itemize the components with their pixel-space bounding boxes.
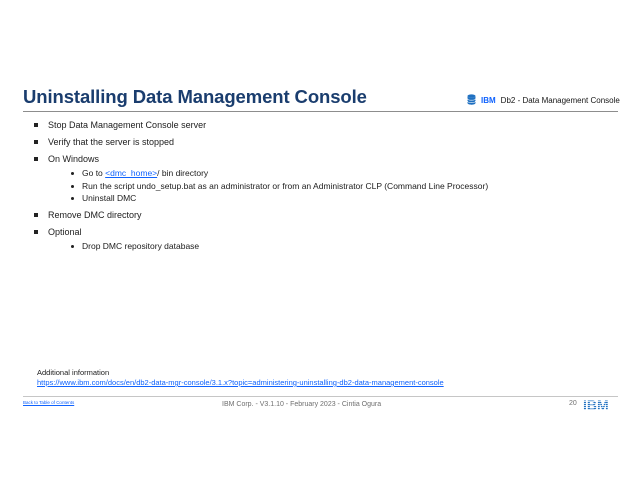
page-number: 20 xyxy=(569,400,577,407)
ibm-logo-text: IBM xyxy=(583,398,609,412)
footer-text: IBM Corp. - V3.1.10 - February 2023 - Cintia Ogura xyxy=(222,401,382,408)
brand-ibm: IBM xyxy=(481,96,496,105)
footer-divider xyxy=(23,396,618,397)
sub-bullet-go-to-bin: Go to <dmc_home>/ bin directory xyxy=(70,168,488,179)
additional-info-link[interactable]: https://www.ibm.com/docs/en/db2-data-mgr-console/3.1.x?topic=administering-uninstalling-db2-data-management-console xyxy=(37,378,444,387)
back-to-toc-link[interactable]: Back to Table of Contents xyxy=(23,400,75,405)
header-divider xyxy=(23,111,618,112)
sub-bullet-drop-repository: Drop DMC repository database xyxy=(70,241,488,252)
dmc-home-link[interactable]: <dmc_home> xyxy=(105,168,158,178)
optional-sub-list xyxy=(70,241,488,252)
bullet-optional: Optional Drop DMC repository database xyxy=(33,227,488,252)
additional-info-label: Additional information xyxy=(37,368,110,377)
sub-bullet-run-script: Run the script undo_setup.bat as an administrator or from an Administrator CLP (Command Line Processor) xyxy=(70,181,488,192)
bullet-remove-directory: Remove DMC directory xyxy=(33,210,488,221)
bullet-on-windows: On Windows Go to <dmc_home>/ bin directory Run the script undo_setup.bat as an administrator or from an Administrator CLP (Command Line Processor) Uninstall DMC xyxy=(33,154,488,204)
bullet-list xyxy=(33,120,488,257)
sub-bullet-uninstall-dmc: Uninstall DMC xyxy=(70,193,488,204)
page-title: Uninstalling Data Management Console xyxy=(23,86,367,107)
database-icon xyxy=(467,94,476,107)
bullet-verify-stopped: Verify that the server is stopped xyxy=(33,137,488,148)
bullet-stop-server: Stop Data Management Console server xyxy=(33,120,488,131)
brand-product: Db2 - Data Management Console xyxy=(500,96,620,105)
windows-sub-list xyxy=(70,168,488,204)
additional-info xyxy=(37,368,444,388)
ibm-logo xyxy=(582,398,618,417)
product-brand xyxy=(467,94,620,107)
